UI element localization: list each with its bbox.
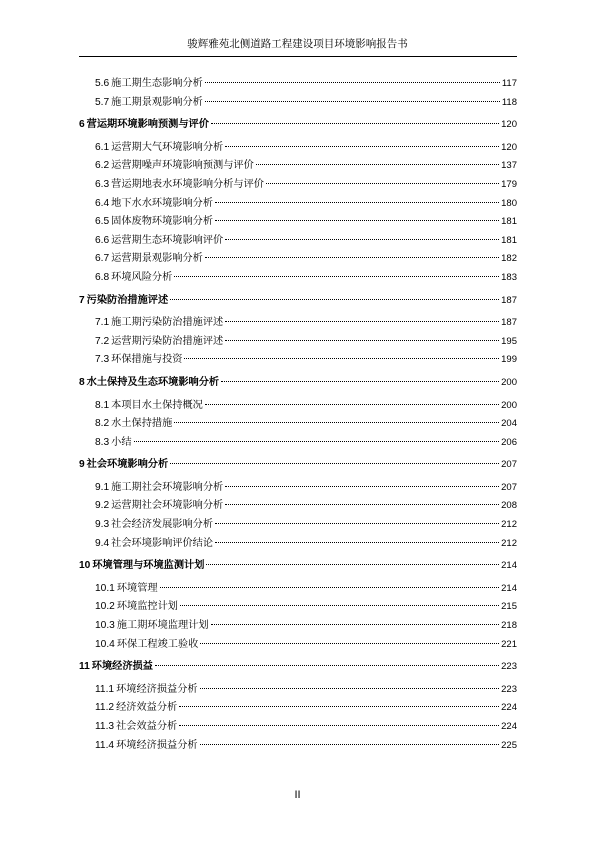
toc-entry-title: 施工期污染防治措施评述 [111,317,224,329]
toc-leader-dots [211,123,499,124]
toc-leader-dots [205,82,500,83]
toc-entry-page: 180 [501,197,517,209]
toc-leader-dots [215,202,499,203]
toc-leader-dots [211,624,500,625]
toc-chapter-entry[interactable] [79,115,517,134]
toc-entry-page: 212 [501,519,517,531]
toc-entry-title: 施工期环境监理计划 [116,620,209,632]
toc-entry-number: 7.2 [95,335,110,347]
header-divider [79,56,517,57]
toc-entry-page: 214 [501,560,517,572]
toc-leader-dots [206,564,499,565]
toc-leader-dots [134,441,500,442]
toc-section-entry[interactable] [79,515,517,534]
toc-entry-page: 225 [501,739,517,751]
toc-entry-number: 9.1 [95,481,110,493]
toc-leader-dots [155,665,499,666]
toc-entry-page: 187 [501,294,517,306]
toc-entry-title: 地下水水环境影响分析 [111,197,214,209]
toc-entry-page: 208 [501,500,517,512]
toc-entry-title: 污染防治措施评述 [86,293,169,306]
toc-section-entry[interactable] [79,93,517,112]
toc-section-entry[interactable] [79,717,517,736]
toc-leader-dots [215,523,499,524]
toc-entry-title: 运营期大气环境影响分析 [111,141,224,153]
toc-entry-title: 运营期生态环境影响评价 [111,234,224,246]
toc-entry-title: 运营期噪声环境影响预测与评价 [111,160,254,172]
toc-entry-number: 10.3 [95,620,115,632]
toc-section-entry[interactable] [79,212,517,231]
toc-entry-title: 环境监控计划 [116,601,178,613]
toc-entry-page: 199 [501,354,517,366]
toc-entry-title: 营运期地表水环境影响分析与评价 [111,178,264,190]
toc-section-entry[interactable] [79,350,517,369]
toc-leader-dots [174,276,499,277]
toc-entry-title: 环保措施与投资 [111,354,183,366]
toc-entry-title: 环境风险分析 [111,271,173,283]
toc-leader-dots [200,688,500,689]
toc-entry-page: 183 [501,271,517,283]
toc-section-entry[interactable] [79,74,517,93]
toc-section-entry[interactable] [79,156,517,175]
toc-leader-dots [179,706,499,707]
toc-section-entry[interactable] [79,268,517,287]
toc-leader-dots [225,239,499,240]
toc-entry-number: 7 [79,294,85,306]
toc-entry-number: 9.3 [95,519,110,531]
toc-section-entry[interactable] [79,194,517,213]
page-number: II [294,789,301,801]
page-header: 骏辉雅苑北侧道路工程建设项目环境影响报告书 [187,38,408,50]
toc-entry-number: 8.3 [95,436,110,448]
toc-entry-title: 环境经济损益分析 [116,683,198,695]
toc-entry-title: 环境经济损益分析 [116,739,198,751]
toc-chapter-entry[interactable] [79,455,517,474]
toc-leader-dots [225,486,499,487]
toc-entry-number: 10.1 [95,582,115,594]
toc-section-entry[interactable] [79,249,517,268]
toc-leader-dots [215,220,499,221]
toc-entry-number: 8.2 [95,418,110,430]
toc-leader-dots [184,358,499,359]
toc-entry-number: 6.7 [95,253,110,265]
toc-entry-number: 6.2 [95,160,110,172]
toc-entry-number: 11.2 [95,702,115,714]
toc-leader-dots [180,605,499,606]
toc-entry-number: 7.3 [95,354,110,366]
toc-entry-title: 水土保持措施 [111,418,173,430]
toc-entry-page: 182 [501,253,517,265]
toc-section-entry[interactable] [79,496,517,515]
toc-entry-page: 204 [501,418,517,430]
toc-entry-title: 社会环境影响分析 [86,458,169,471]
toc-chapter-entry[interactable] [79,657,517,676]
toc-entry-page: 120 [501,119,517,131]
toc-entry-page: 117 [501,78,517,89]
toc-entry-title: 本项目水土保持概况 [111,399,203,411]
toc-entry-page: 200 [501,399,517,411]
toc-leader-dots [225,146,499,147]
toc-section-entry[interactable] [79,313,517,332]
toc-chapter-entry[interactable] [79,373,517,392]
toc-entry-number: 9 [79,459,85,471]
toc-leader-dots [205,257,499,258]
toc-leader-dots [221,381,499,382]
toc-leader-dots [200,744,500,745]
toc-leader-dots [266,183,499,184]
toc-entry-title: 社会环境影响评价结论 [111,537,214,549]
toc-section-entry[interactable] [79,635,517,654]
toc-entry-page: 137 [501,160,517,172]
toc-section-entry[interactable] [79,534,517,553]
toc-entry-page: 195 [501,335,517,347]
toc-entry-title: 固体废物环境影响分析 [111,216,214,228]
table-of-contents [79,74,517,754]
toc-entry-number: 10 [79,560,91,572]
toc-leader-dots [225,504,499,505]
toc-leader-dots [170,299,499,300]
toc-entry-title: 社会效益分析 [116,721,178,732]
toc-section-entry[interactable] [79,175,517,194]
toc-section-entry[interactable] [79,478,517,497]
toc-leader-dots [160,587,500,588]
toc-entry-title: 经济效益分析 [116,702,178,714]
toc-entry-title: 运营期社会环境影响分析 [111,500,224,512]
toc-leader-dots [225,321,499,322]
toc-entry-title: 施工期社会环境影响分析 [111,481,224,493]
toc-entry-title: 施工期景观影响分析 [111,96,203,108]
toc-entry-title: 社会经济发展影响分析 [111,519,214,531]
toc-entry-page: 214 [501,582,517,594]
toc-entry-number: 11.1 [95,683,115,695]
toc-entry-page: 215 [501,601,517,613]
toc-entry-number: 7.1 [95,317,110,329]
toc-entry-number: 6.3 [95,178,110,190]
toc-entry-page: 181 [501,216,517,228]
toc-entry-page: 200 [501,376,517,388]
toc-entry-page: 206 [501,436,517,448]
toc-section-entry[interactable] [79,736,517,755]
toc-entry-number: 10.4 [95,638,115,650]
toc-entry-number: 6.4 [95,197,110,209]
toc-entry-page: 218 [501,620,517,632]
toc-leader-dots [174,422,499,423]
toc-entry-page: 223 [501,661,517,673]
toc-entry-page: 224 [501,702,517,714]
toc-entry-page: 207 [501,459,517,471]
toc-entry-number: 11.4 [95,739,115,751]
toc-section-entry[interactable] [79,698,517,717]
toc-entry-page: 224 [501,721,517,732]
toc-entry-number: 5.6 [95,78,110,89]
toc-section-entry[interactable] [79,396,517,415]
toc-leader-dots [200,643,499,644]
toc-leader-dots [215,542,499,543]
toc-entry-number: 8.1 [95,399,110,411]
toc-entry-number: 6.6 [95,234,110,246]
toc-leader-dots [256,164,499,165]
toc-entry-title: 环境管理与环境监测计划 [92,559,205,572]
toc-section-entry[interactable] [79,616,517,635]
toc-section-entry[interactable] [79,579,517,598]
toc-entry-number: 6.1 [95,141,110,153]
toc-entry-number: 11 [79,661,90,673]
toc-entry-number: 8 [79,376,85,388]
toc-section-entry[interactable] [79,597,517,616]
toc-entry-number: 6 [79,119,85,131]
toc-entry-title: 环境经济损益 [91,660,153,673]
toc-entry-number: 5.7 [95,96,110,108]
toc-entry-number: 6.8 [95,271,110,283]
toc-entry-title: 营运期环境影响预测与评价 [86,118,209,131]
toc-section-entry[interactable] [79,680,517,699]
toc-entry-page: 181 [501,234,517,246]
toc-entry-number: 9.2 [95,500,110,512]
toc-chapter-entry[interactable] [79,291,517,310]
toc-entry-number: 10.2 [95,601,115,613]
toc-entry-page: 118 [501,96,517,108]
toc-leader-dots [205,404,499,405]
toc-entry-title: 小结 [111,436,132,448]
toc-entry-page: 187 [501,317,517,329]
toc-entry-title: 施工期生态影响分析 [111,78,203,89]
toc-leader-dots [170,463,499,464]
toc-leader-dots [225,340,499,341]
toc-entry-page: 221 [501,638,517,650]
toc-entry-page: 120 [501,141,517,153]
toc-entry-page: 223 [501,683,517,695]
toc-section-entry[interactable] [79,414,517,433]
toc-entry-number: 11.3 [95,721,115,732]
toc-entry-title: 运营期景观影响分析 [111,253,203,265]
toc-entry-title: 环保工程竣工验收 [116,638,199,650]
toc-entry-page: 207 [501,481,517,493]
toc-entry-number: 9.4 [95,537,110,549]
toc-section-entry[interactable] [79,433,517,452]
toc-leader-dots [205,101,500,102]
toc-section-entry[interactable] [79,332,517,351]
toc-entry-page: 212 [501,537,517,549]
toc-entry-title: 水土保持及生态环境影响分析 [86,375,220,388]
toc-chapter-entry[interactable] [79,556,517,575]
toc-entry-page: 179 [501,178,517,190]
toc-entry-number: 6.5 [95,216,110,228]
toc-entry-title: 运营期污染防治措施评述 [111,335,224,347]
toc-section-entry[interactable] [79,138,517,157]
toc-section-entry[interactable] [79,231,517,250]
toc-leader-dots [179,725,499,726]
toc-entry-title: 环境管理 [116,582,158,594]
